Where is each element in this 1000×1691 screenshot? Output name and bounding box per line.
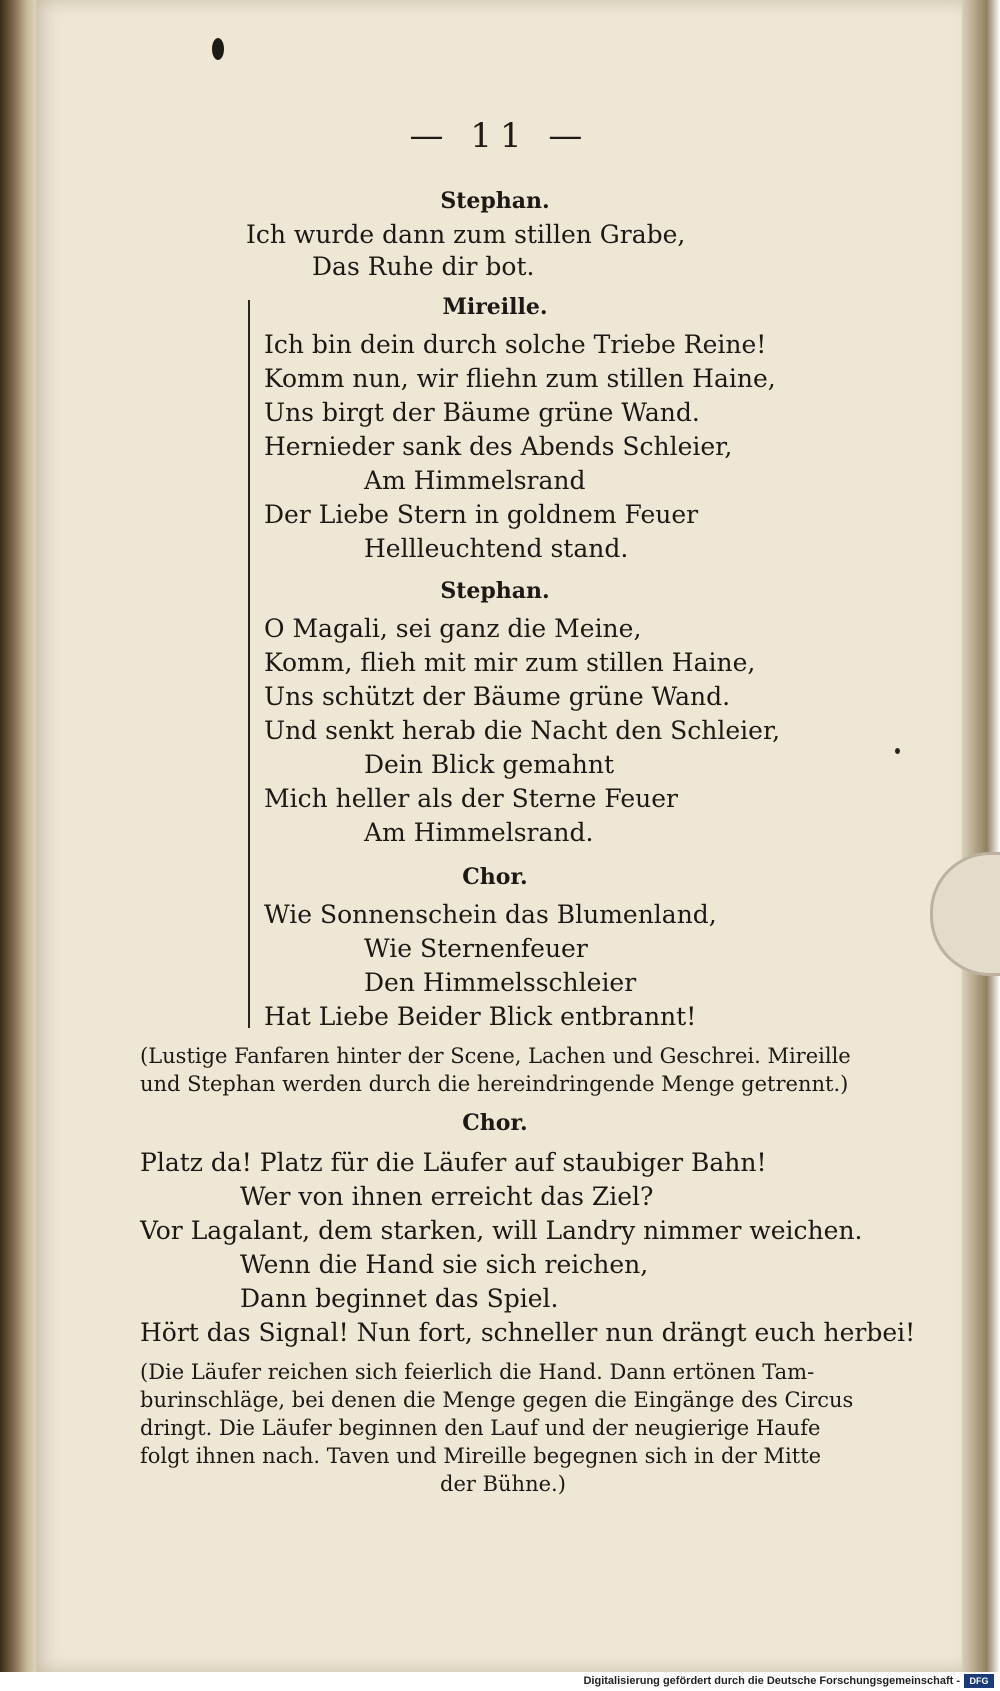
stage-direction-line: burinschläge, bei denen die Menge gegen die Eingänge des Circus: [140, 1388, 854, 1412]
verse-line: Dann beginnet das Spiel.: [240, 1284, 559, 1313]
verse-line: Wer von ihnen erreicht das Ziel?: [240, 1182, 654, 1211]
verse-line: Komm, flieh mit mir zum stillen Haine,: [264, 648, 756, 677]
verse-line: Hat Liebe Beider Blick entbrannt!: [264, 1002, 697, 1031]
stage-direction-line: (Lustige Fanfaren hinter der Scene, Lachen und Geschrei. Mireille: [140, 1044, 851, 1068]
stage-direction-line: folgt ihnen nach. Taven und Mireille begegnen sich in der Mitte: [140, 1444, 822, 1468]
stage-direction-line: und Stephan werden durch die hereindringende Menge getrennt.): [140, 1072, 849, 1096]
verse-bracket: [248, 690, 256, 1028]
verse-line: Hernieder sank des Abends Schleier,: [264, 432, 733, 461]
verse-line: Ich bin dein durch solche Triebe Reine!: [264, 330, 767, 359]
speaker-mireille: Mireille.: [442, 294, 548, 320]
page-right-edge: [962, 0, 1000, 1691]
verse-line: Und senkt herab die Nacht den Schleier,: [264, 716, 781, 745]
verse-line: Platz da! Platz für die Läufer auf staubiger Bahn!: [140, 1148, 767, 1177]
verse-line: Wie Sternenfeuer: [364, 934, 588, 963]
stage-direction-line: (Die Läufer reichen sich feierlich die Hand. Dann ertönen Tam-: [140, 1360, 815, 1384]
footer-credit: Digitalisierung gefördert durch die Deutsche Forschungsgemeinschaft -: [583, 1675, 960, 1687]
verse-line: Der Liebe Stern in goldnem Feuer: [264, 500, 699, 529]
page-number: — 11 —: [409, 116, 591, 156]
verse-line: O Magali, sei ganz die Meine,: [264, 614, 642, 643]
stage-direction-line: der Bühne.): [440, 1472, 566, 1496]
speaker-chor: Chor.: [462, 1110, 528, 1136]
verse-line: Wenn die Hand sie sich reichen,: [240, 1250, 649, 1279]
verse-line: Hellleuchtend stand.: [364, 534, 629, 563]
verse-bracket: [248, 300, 256, 692]
dfg-logo: DFG: [964, 1674, 994, 1688]
verse-line: Hört das Signal! Nun fort, schneller nun drängt euch herbei!: [140, 1318, 916, 1347]
verse-line: Den Himmelsschleier: [364, 968, 637, 997]
verse-line: Mich heller als der Sterne Feuer: [264, 784, 678, 813]
digitization-footer: [0, 1672, 1000, 1691]
verse-line: Am Himmelsrand.: [364, 818, 594, 847]
verse-line: Am Himmelsrand: [364, 466, 586, 495]
verse-line: Ich wurde dann zum stillen Grabe,: [246, 220, 686, 249]
verse-line: Dein Blick gemahnt: [364, 750, 614, 779]
verse-line: Uns schützt der Bäume grüne Wand.: [264, 682, 731, 711]
verse-line: Wie Sonnenschein das Blumenland,: [264, 900, 717, 929]
ink-spot: [212, 38, 224, 60]
speaker-stephan: Stephan.: [440, 188, 550, 214]
speaker-stephan: Stephan.: [440, 578, 550, 604]
speaker-chor: Chor.: [462, 864, 528, 890]
verse-line: Das Ruhe dir bot.: [312, 252, 535, 281]
verse-line: Uns birgt der Bäume grüne Wand.: [264, 398, 700, 427]
verse-line: Komm nun, wir fliehn zum stillen Haine,: [264, 364, 776, 393]
stage-direction-line: dringt. Die Läufer beginnen den Lauf und der neugierige Haufe: [140, 1416, 821, 1440]
verse-line: Vor Lagalant, dem starken, will Landry nimmer weichen.: [140, 1216, 863, 1245]
ink-dot: [895, 748, 900, 754]
book-spine-edge: [0, 0, 36, 1691]
